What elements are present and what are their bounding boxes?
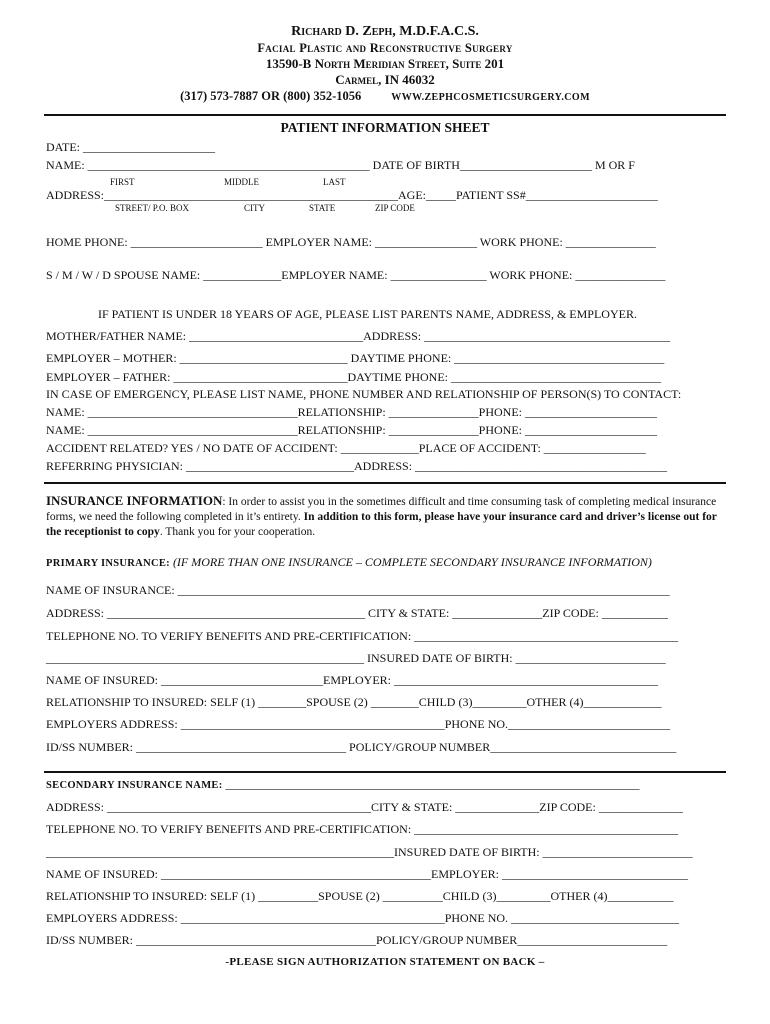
street-address: 13590-B North Meridian Street, Suite 201: [265, 56, 505, 71]
secondary-id-policy[interactable]: ID/SS NUMBER: ________________________________________POLICY/GROUP NUMBER_________________________: [46, 933, 668, 947]
parent-name-field[interactable]: MOTHER/FATHER NAME: _____________________________ADDRESS: _________________________________________: [46, 329, 671, 343]
primary-relationship[interactable]: RELATIONSHIP TO INSURED: SELF (1) ________SPOUSE (2) ________CHILD (3)_________OTHER (4)_____________: [46, 695, 662, 709]
secondary-telephone[interactable]: TELEPHONE NO. TO VERIFY BENEFITS AND PRE-CERTIFICATION: ____________________________________________: [46, 822, 679, 836]
phone-numbers: (317) 573-7887 OR (800) 352-1056: [180, 89, 362, 103]
employer-mother-field[interactable]: EMPLOYER – MOTHER: ____________________________ DAYTIME PHONE: ___________________________________: [46, 351, 665, 365]
emergency-contact-2[interactable]: NAME: ___________________________________RELATIONSHIP: _______________PHONE: ______________________: [46, 423, 658, 437]
secondary-employers-address[interactable]: EMPLOYERS ADDRESS: ____________________________________________PHONE NO. ____________________________: [46, 911, 680, 925]
website: WWW.ZEPHCOSMETICSURGERY.COM: [391, 92, 590, 103]
date-field[interactable]: DATE: ______________________: [46, 140, 215, 154]
specialty: Facial Plastic and Reconstructive Surgery: [257, 41, 513, 55]
secondary-relationship[interactable]: RELATIONSHIP TO INSURED: SELF (1) __________SPOUSE (2) __________CHILD (3)_________OTHER (4)___________: [46, 889, 674, 903]
city-label: CITY: [244, 203, 265, 213]
secondary-insurance-name[interactable]: SECONDARY INSURANCE NAME: _____________________________________________________________________: [46, 777, 640, 791]
employer-father-field[interactable]: EMPLOYER – FATHER: _____________________________DAYTIME PHONE: ___________________________________: [46, 370, 662, 384]
zip-label: ZIP CODE: [375, 203, 415, 213]
home-phone-field[interactable]: HOME PHONE: ______________________ EMPLOYER NAME: _________________ WORK PHONE: _______________: [46, 235, 656, 249]
emergency-contact-1[interactable]: NAME: ___________________________________RELATIONSHIP: _______________PHONE: ______________________: [46, 405, 658, 419]
primary-insurance-heading: PRIMARY INSURANCE: (IF MORE THAN ONE INSURANCE – COMPLETE SECONDARY INSURANCE INFORMATION): [46, 555, 652, 569]
insurance-intro: INSURANCE INFORMATION: In order to assist you in the sometimes difficult and time consuming task of completing medical insurance forms, we need the following completed in it’s entirety. In addition to this form, please have your insurance card and driver’s license out for the receptionist to copy. Thank you for your cooperation.: [46, 493, 717, 538]
primary-id-policy[interactable]: ID/SS NUMBER: ___________________________________ POLICY/GROUP NUMBER_______________________________: [46, 740, 677, 754]
header-divider: [44, 114, 726, 116]
referring-physician-field[interactable]: REFERRING PHYSICIAN: ____________________________ADDRESS: __________________________________________: [46, 459, 668, 473]
name-dob-field[interactable]: NAME: _______________________________________________ DATE OF BIRTH______________________ M OR F: [46, 158, 635, 172]
primary-address[interactable]: ADDRESS: ___________________________________________ CITY & STATE: _______________ZIP CODE: ___________: [46, 606, 668, 620]
address-age-ss-field[interactable]: ADDRESS:_________________________________________________AGE:_____PATIENT SS#______________________: [46, 188, 658, 202]
primary-insured-dob[interactable]: _____________________________________________________ INSURED DATE OF BIRTH: _________________________: [46, 651, 666, 665]
secondary-divider: [44, 771, 726, 773]
secondary-address[interactable]: ADDRESS: ____________________________________________CITY & STATE: ______________ZIP CODE: ______________: [46, 800, 683, 814]
insurance-heading: INSURANCE INFORMATION: [46, 493, 223, 508]
last-name-label: LAST: [323, 177, 346, 187]
emergency-notice: IN CASE OF EMERGENCY, PLEASE LIST NAME, PHONE NUMBER AND RELATIONSHIP OF PERSON(S) TO CONTACT:: [46, 387, 682, 401]
secondary-insured[interactable]: NAME OF INSURED: _____________________________________________EMPLOYER: _______________________________: [46, 867, 689, 881]
primary-insurance-name[interactable]: NAME OF INSURANCE: __________________________________________________________________________________: [46, 583, 670, 597]
minor-notice: IF PATIENT IS UNDER 18 YEARS OF AGE, PLEASE LIST PARENTS NAME, ADDRESS, & EMPLOYER.: [98, 307, 637, 321]
secondary-insured-dob[interactable]: __________________________________________________________INSURED DATE OF BIRTH: _________________________: [46, 845, 693, 859]
primary-telephone[interactable]: TELEPHONE NO. TO VERIFY BENEFITS AND PRE-CERTIFICATION: ____________________________________________: [46, 629, 679, 643]
doctor-name: Richard D. Zeph, M.D.F.A.C.S.: [291, 24, 479, 39]
contact-line: [0, 89, 770, 104]
city-address: Carmel, IN 46032: [335, 72, 435, 87]
footer-notice: -PLEASE SIGN AUTHORIZATION STATEMENT ON BACK –: [225, 956, 545, 968]
accident-field[interactable]: ACCIDENT RELATED? YES / NO DATE OF ACCIDENT: _____________PLACE OF ACCIDENT: _________________: [46, 441, 646, 455]
first-name-label: FIRST: [110, 177, 135, 187]
primary-insured[interactable]: NAME OF INSURED: ___________________________EMPLOYER: ____________________________________________: [46, 673, 659, 687]
form-title: PATIENT INFORMATION SHEET: [280, 120, 490, 135]
state-label: STATE: [309, 203, 336, 213]
middle-name-label: MIDDLE: [224, 177, 259, 187]
insurance-divider: [44, 482, 726, 484]
street-label: STREET/ P.O. BOX: [115, 203, 190, 213]
primary-employers-address[interactable]: EMPLOYERS ADDRESS: ____________________________________________PHONE NO.___________________________: [46, 717, 671, 731]
spouse-field[interactable]: S / M / W / D SPOUSE NAME: _____________EMPLOYER NAME: ________________ WORK PHONE: _______________: [46, 268, 666, 282]
